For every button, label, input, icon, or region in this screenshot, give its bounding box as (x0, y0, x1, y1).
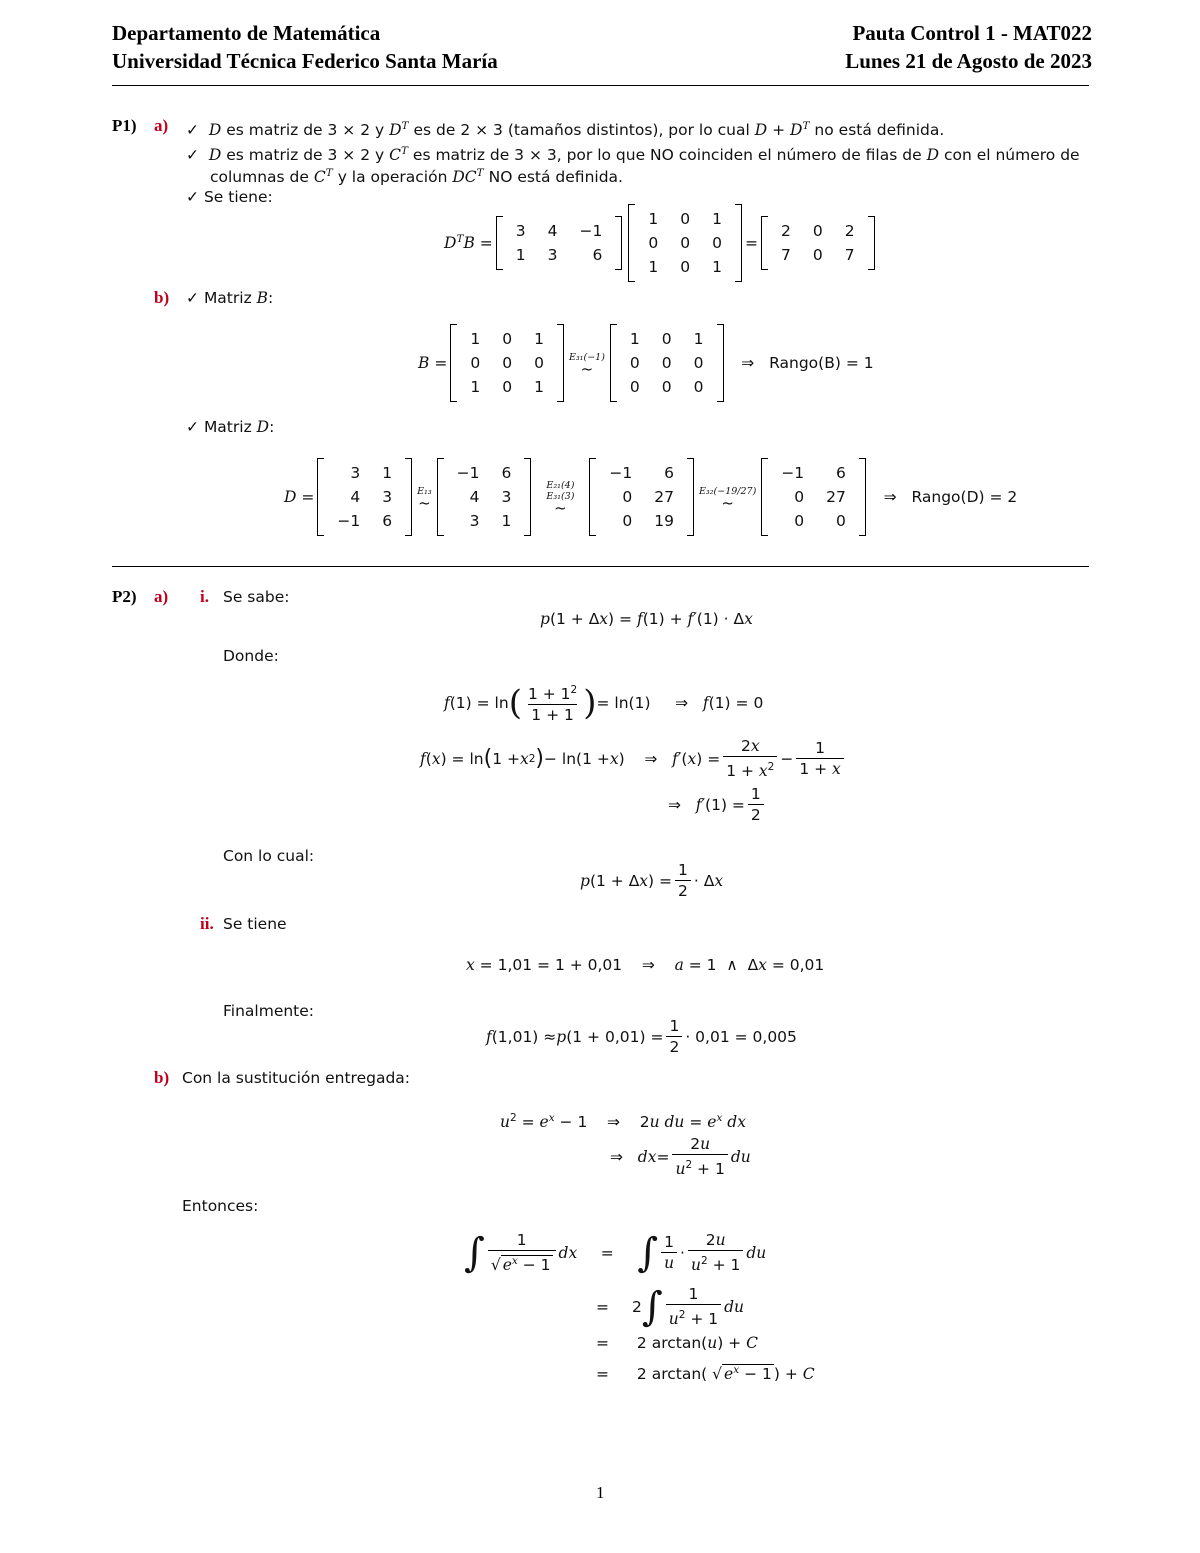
left-bracket (450, 324, 457, 402)
department-name: Departamento de Matemática (112, 21, 381, 45)
matrix-entry: 0 (534, 354, 544, 372)
left-bracket (589, 458, 596, 536)
matrix-d-step2 (589, 458, 694, 536)
document-title: Pauta Control 1 - MAT022 (852, 21, 1092, 45)
matrix-entry: 0 (794, 488, 805, 506)
p1-a-label: a) (154, 116, 169, 135)
matrix-entry: 6 (836, 464, 846, 482)
matrix-entry: 6 (592, 246, 603, 264)
matrix-entry: 1 (712, 258, 722, 276)
matrix-dtb-result (761, 216, 875, 270)
row-op-e21-e31: E₂₁(4) E₃₁(3) ~ (546, 480, 575, 517)
matrix-entry: 0 (502, 354, 513, 372)
matrix-entry: 6 (664, 464, 674, 482)
matrix-entry: −1 (579, 222, 603, 240)
matrix-entry: 0 (680, 234, 691, 252)
matrix-entry: 0 (812, 246, 823, 264)
p2-se-sabe: Se sabe: (223, 588, 290, 606)
equation-integral-2: = 2 ∫ $\frac{1}{u^2 + 1}$ du (596, 1283, 744, 1330)
matrix-entry: 0 (794, 512, 805, 530)
matrix-entry: 0 (648, 234, 659, 252)
p2-b-text: Con la sustitución entregada: (182, 1069, 411, 1087)
check-icon: ✓ (186, 146, 199, 165)
matrix-row (619, 375, 715, 399)
right-bracket (717, 324, 724, 402)
rank-b: Rango(B) = 1 (769, 354, 874, 372)
right-bracket (859, 458, 866, 536)
matrix-entry: 19 (654, 512, 674, 530)
matrix-row (459, 351, 555, 375)
matrix-entry: 0 (622, 488, 633, 506)
matrix-entry: 0 (680, 258, 691, 276)
equation-integral-3: = 2 arctan(u) + C (596, 1334, 758, 1352)
matrix-entry: 1 (515, 246, 526, 264)
matrix-entry: 4 (547, 222, 558, 240)
left-bracket (610, 324, 617, 402)
p2-b-label: b) (154, 1068, 170, 1087)
matrix-row (326, 485, 403, 509)
left-bracket (437, 458, 444, 536)
right-bracket (615, 216, 622, 270)
p1-b-label: b) (154, 288, 170, 307)
matrix-entry: 1 (648, 210, 659, 228)
section-rule (112, 566, 1089, 567)
matrix-body (637, 207, 733, 279)
row-op-e13: E₁₃ ~ (417, 485, 432, 512)
matrix-row (446, 461, 523, 485)
matrix-entry: 3 (350, 464, 361, 482)
left-bracket (496, 216, 503, 270)
rank-d: Rango(D) = 2 (911, 488, 1018, 506)
matrix-entry: 0 (622, 512, 633, 530)
matrix-entry: 27 (826, 488, 846, 506)
document-date: Lunes 21 de Agosto de 2023 (845, 49, 1092, 73)
equation-rank-b: B = 1 0 1 0 0 0 1 0 1 E₃₁(−1) ~ 1 0 1 0 0 0 0 0 0 ⇒ Rango(B) = 1 (418, 324, 874, 402)
matrix-entry: 1 (470, 330, 481, 348)
matrix-entry: 7 (844, 246, 855, 264)
matrix-d-original (317, 458, 412, 536)
p2-entonces: Entonces: (182, 1197, 259, 1215)
matrix-entry: −1 (781, 464, 805, 482)
matrix-row (770, 461, 857, 485)
matrix-row (770, 243, 866, 267)
equation-final-approx: f (1,01) ≈ p (1 + 0,01) = $\frac{1}{2}$ · 0,01 = 0,005 (486, 1017, 797, 1056)
matrix-entry: 0 (629, 378, 640, 396)
right-bracket (868, 216, 875, 270)
right-bracket (524, 458, 531, 536)
matrix-entry: 1 (712, 210, 722, 228)
matrix-entry: 27 (654, 488, 674, 506)
right-bracket (735, 204, 742, 282)
equation-fprime: f ( x ) = ln ( 1 + x 2 ) − ln(1 + x ) ⇒ f′ ( x ) = $\frac{2x}{1 + x^2}$ − $\frac{1}{1 + x}$ (420, 736, 847, 781)
matrix-row (459, 327, 555, 351)
matrix-b (628, 204, 742, 282)
page-number: 1 (596, 1483, 605, 1502)
matrix-entry: 1 (629, 330, 640, 348)
check-icon: ✓ (186, 188, 199, 206)
matrix-b-original (450, 324, 564, 402)
matrix-b-reduced (610, 324, 724, 402)
matrix-row (770, 219, 866, 243)
row-op-e31: E₃₁(−1) ~ (568, 351, 605, 378)
matrix-entry: 0 (661, 354, 672, 372)
matrix-entry: 3 (501, 488, 512, 506)
matrix-entry: 1 (470, 378, 481, 396)
matrix-entry: 0 (680, 210, 691, 228)
matrix-entry: 0 (661, 330, 672, 348)
check-icon: ✓ (186, 121, 199, 140)
p2-label: P2) (112, 587, 137, 606)
university-name: Universidad Técnica Federico Santa María (112, 49, 498, 73)
check-icon: ✓ (186, 289, 199, 307)
matrix-body (505, 219, 614, 267)
matrix-entry: 0 (502, 330, 513, 348)
right-bracket (405, 458, 412, 536)
equation-fprime1: ⇒ f′ (1) = $\frac{1}{2}$ (668, 784, 767, 825)
equation-p-result: p (1 + Δ x ) = $\frac{1}{2}$ · Δ x (580, 861, 724, 900)
p1-a-line1: ✓ D es matriz de 3 × 2 y $D^T$ es de 2 × 3 (tamaños distintos), por lo cual $D + D^T$ no está definida. (186, 120, 945, 140)
matrix-entry: 4 (469, 488, 480, 506)
matrix-entry: 1 (382, 464, 393, 482)
equation-rank-d: D = 3 1 4 3 −1 6 E₁₃ ~ −1 6 4 3 3 1 E₂₁(4) E₃₁(3) ~ −1 6 0 27 0 19 E₃₂(−19/27) ~ −1 6 0 27 0 0 ⇒ Rango(D) = 2 (284, 458, 1017, 536)
matrix-entry: −1 (456, 464, 480, 482)
p2-ii-label: ii. (200, 914, 214, 933)
matrix-row (446, 509, 523, 533)
left-bracket (628, 204, 635, 282)
equation-substitution: $u^2 = e^x - 1$ ⇒ 2u du = $e^x$ dx (500, 1112, 746, 1132)
p2-se-tiene: Se tiene (223, 915, 287, 933)
right-bracket (687, 458, 694, 536)
equation-dtb: $D^TB$ = 3 4 −1 1 3 6 1 0 1 0 0 0 1 0 1 = 2 0 2 7 0 7 (444, 204, 878, 282)
p1-b-matriz-b: ✓ Matriz B: (186, 289, 274, 307)
p1-b-matriz-d: ✓ Matriz D: (186, 418, 275, 436)
matrix-row (637, 207, 733, 231)
matrix-entry: 3 (515, 222, 526, 240)
matrix-entry: 0 (712, 234, 722, 252)
left-bracket (317, 458, 324, 536)
matrix-entry: 0 (661, 378, 672, 396)
matrix-entry: 3 (469, 512, 480, 530)
matrix-body (446, 461, 523, 533)
p1-a-line4: ✓ Se tiene: (186, 188, 273, 206)
matrix-entry: 1 (648, 258, 659, 276)
p2-donde: Donde: (223, 647, 279, 665)
matrix-row (598, 461, 685, 485)
matrix-entry: 2 (781, 222, 791, 240)
matrix-row (326, 509, 403, 533)
matrix-d-step1 (437, 458, 532, 536)
check-icon: ✓ (186, 418, 199, 436)
equation-dx: ⇒ dx = $\frac{2u}{u^2 + 1}$ du (610, 1135, 751, 1179)
matrix-entry: 0 (836, 512, 846, 530)
header-rule (112, 85, 1089, 86)
equation-f1: f (1) = ln ( $\frac{1 + 1^2}{1 + 1}$ ) = ln(1) ⇒ f (1) = 0 (444, 682, 764, 725)
right-bracket (557, 324, 564, 402)
matrix-row (619, 327, 715, 351)
matrix-row (598, 509, 685, 533)
p2-finalmente: Finalmente: (223, 1002, 315, 1020)
matrix-entry: 1 (534, 378, 544, 396)
matrix-entry: 0 (693, 354, 704, 372)
matrix-row (598, 485, 685, 509)
equation-x-value: x = 1,01 = 1 + 0,01 ⇒ a = 1 ∧ Δx = 0,01 (466, 956, 825, 974)
left-bracket (761, 458, 768, 536)
matrix-body (770, 461, 857, 533)
matrix-body (598, 461, 685, 533)
matrix-entry: 3 (382, 488, 393, 506)
p2-a-label: a) (154, 587, 169, 606)
matrix-entry: 3 (547, 246, 558, 264)
p1-a-line2: ✓ D es matriz de 3 × 2 y $C^T$ es matriz de 3 × 3, por lo que NO coinciden el número de filas de D con el número de (186, 145, 1080, 165)
p2-i-label: i. (200, 587, 209, 606)
matrix-row (505, 219, 614, 243)
matrix-entry: −1 (337, 512, 361, 530)
matrix-row (637, 255, 733, 279)
equation-integral-1: ∫ $\frac{1}{√ e^x - 1}$ dx = ∫ $\frac{1}{u}$ · $\frac{2u}{u^2 + 1}$ du (464, 1229, 767, 1276)
matrix-body (459, 327, 555, 399)
matrix-entry: 0 (812, 222, 823, 240)
matrix-body (770, 219, 866, 267)
matrix-dt (496, 216, 623, 270)
matrix-entry: 2 (844, 222, 855, 240)
matrix-entry: 1 (501, 512, 512, 530)
matrix-row (326, 461, 403, 485)
matrix-row (459, 375, 555, 399)
row-op-e32: E₃₂(−19/27) ~ (699, 485, 757, 512)
matrix-row (446, 485, 523, 509)
left-bracket (761, 216, 768, 270)
matrix-row (619, 351, 715, 375)
p1-label: P1) (112, 116, 137, 135)
matrix-body (326, 461, 403, 533)
matrix-row (770, 485, 857, 509)
matrix-entry: 4 (350, 488, 361, 506)
p2-con-lo-cual: Con lo cual: (223, 847, 315, 865)
matrix-entry: 0 (502, 378, 513, 396)
matrix-entry: 6 (382, 512, 393, 530)
matrix-body (619, 327, 715, 399)
matrix-row (505, 243, 614, 267)
matrix-entry: 0 (629, 354, 640, 372)
matrix-entry: 6 (501, 464, 512, 482)
matrix-entry: −1 (609, 464, 633, 482)
matrix-entry: 1 (534, 330, 544, 348)
equation-integral-4: = 2 arctan( √ $e^x - 1$ ) + C (596, 1364, 815, 1384)
matrix-d-step3 (761, 458, 866, 536)
matrix-entry: 0 (693, 378, 704, 396)
matrix-entry: 1 (693, 330, 704, 348)
p1-a-line3: columnas de $C^T$ y la operación $DC^T$ NO está definida. (210, 167, 623, 187)
matrix-entry: 0 (470, 354, 481, 372)
matrix-row (770, 509, 857, 533)
matrix-row (637, 231, 733, 255)
equation-linear-approx: p(1 + Δx) = f(1) + f′(1) · Δx (540, 610, 753, 628)
matrix-entry: 7 (781, 246, 791, 264)
